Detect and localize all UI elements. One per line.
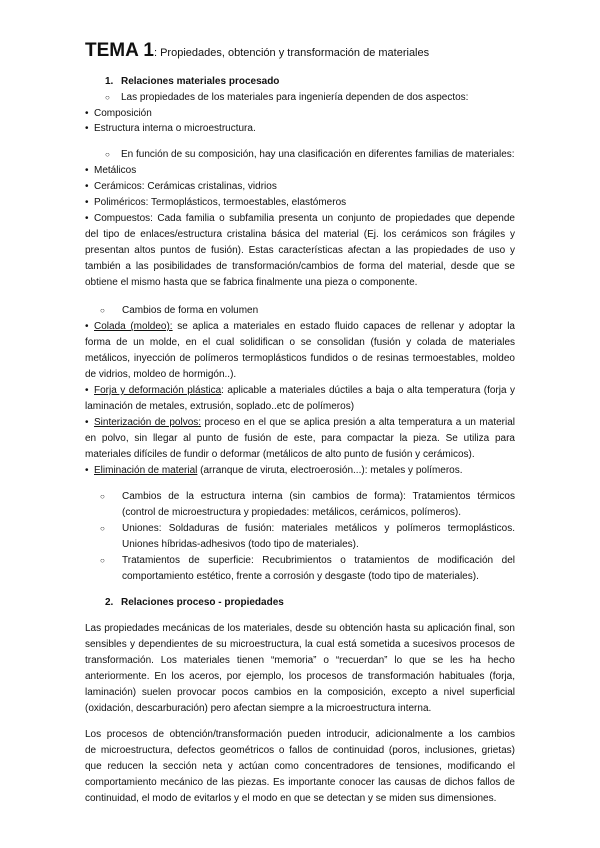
sinterizacion-line: en polvo, sin llegar al punto de fusión de este, para compactar la pieza. Se utiliza para — [85, 433, 515, 444]
estructura-line: (control de microestructura y propiedades: metálicos, cerámicos, polímeros). — [122, 507, 462, 518]
title-subtitle: : Propiedades, obtención y transformación de materiales — [153, 47, 430, 59]
compuestos-line: obtiene el mismo hasta que se fabrica finalmente una pieza o componente. — [85, 277, 418, 288]
colada-line: forma de un molde, en el cual solidifican o se consolidan (fusión y colada de materiales — [85, 337, 515, 348]
s2-p1-line: anteriormente. En los aceros, por ejemplo, los procesos de transformación habituales (forja, — [85, 671, 515, 682]
compuestos-line: presentan altos puntos de fusión). Estas características afectan a las propiedades de uso y — [85, 245, 515, 256]
colada-term: Colada (moldeo): — [94, 321, 173, 332]
s2-p2-line: que reducen la sección neta y actúan como concentradores de tensiones, modificando el — [85, 761, 515, 772]
s2-p2-line: continuidad, el modo de evitarlos y el modo en que se detectan y se miden sus dimensiones. — [85, 793, 497, 804]
s2-p1-line: transformación. Los materiales tienen “memoria” o “recuerdan” lo que se les ha hecho — [85, 655, 515, 666]
superficie-line: ○ Tratamientos de superficie: Recubrimientos o tratamientos de modificación del — [100, 555, 515, 566]
s2-p1-line: laminación) suelen provocar pocos cambios en la composición, excepto a nivel superficial — [85, 687, 515, 698]
title-main: TEMA 1 — [85, 40, 154, 61]
s1-intro: ○ Las propiedades de los materiales para ingeniería dependen de dos aspectos: — [105, 92, 469, 103]
families-intro: ○ En función de su composición, hay una clasificación en diferentes familias de materiales: — [105, 149, 515, 160]
section-1-heading: 1. Relaciones materiales procesado — [105, 76, 280, 87]
forja-term: Forja y deformación plástica — [94, 385, 222, 396]
s2-p1-line: Las propiedades mecánicas de los materiales, desde su obtención hasta su aplicación final, son — [85, 623, 515, 634]
aspect-item: • Composición — [85, 108, 152, 119]
section-2-heading: 2. Relaciones proceso - propiedades — [105, 597, 284, 608]
eliminacion-term: Eliminación de material — [94, 465, 198, 476]
sinterizacion-line: • Sinterización de polvos: proceso en el que se aplica presión a alta temperatura a un material — [85, 417, 516, 428]
colada-line: metálicos, inyección de polímeros termoplásticos fundidos o de resinas termoestables, moldeo — [85, 353, 515, 364]
colada-line: • Colada (moldeo): se aplica a materiales en estado fluido capaces de rellenar y adoptar la — [85, 321, 515, 332]
forja-line: laminación de metales, extrusión, soplado..etc de polímeros) — [85, 401, 355, 412]
s2-p2-line: de microestructura, defectos geométricos o fallos de continuidad (poros, inclusiones, grietas) — [85, 745, 515, 756]
s2-p1-line: sensibles y dependientes de su microestructura, la cual está sometida a sucesivos procesos de — [85, 639, 515, 650]
forma-heading: ○ Cambios de forma en volumen — [100, 305, 259, 316]
aspect-item: • Estructura interna o microestructura. — [85, 123, 256, 134]
s2-p2-line: Los procesos de obtención/transformación pueden introducir, adicionalmente a los cambios — [85, 729, 515, 740]
uniones-line: Uniones híbridas-adhesivos (todo tipo de materiales). — [122, 539, 359, 550]
estructura-line: ○ Cambios de la estructura interna (sin cambios de forma): Tratamientos térmicos — [100, 491, 515, 502]
family-item: • Cerámicos: Cerámicas cristalinas, vidrios — [85, 181, 277, 192]
compuestos-line: • Compuestos: Cada familia o subfamilia presenta un conjunto de propiedades que depende — [85, 213, 515, 224]
compuestos-line: también a las posibilidades de transformación/cambios de forma del material, desde que se — [85, 261, 515, 272]
family-item: • Poliméricos: Termoplásticos, termoestables, elastómeros — [85, 197, 347, 208]
uniones-line: ○ Uniones: Soldaduras de fusión: materiales metálicos y polímeros termoplásticos. — [100, 523, 515, 534]
colada-line: de vidrios, moldeo de hormigón..). — [85, 369, 237, 380]
forja-line: • Forja y deformación plástica: aplicable a materiales dúctiles a baja o alta temperatura (forja y — [85, 385, 515, 396]
sinterizacion-term: Sinterización de polvos: — [94, 417, 202, 428]
eliminacion-line: • Eliminación de material (arranque de viruta, electroerosión...): metales y polímeros. — [85, 465, 463, 476]
superficie-line: comportamiento estético, frente a corrosión y desgaste (todo tipo de materiales). — [122, 571, 479, 582]
page-title — [85, 40, 429, 64]
s2-p2-line: comportamiento mecánico de las piezas. Es importante conocer las causas de dichos fallos de — [85, 777, 515, 788]
sinterizacion-line: materiales difíciles de fundir o deformar (metálicos de alto punto de fusión y cerámicos). — [85, 449, 475, 460]
compuestos-line: del tipo de enlaces/estructura cristalina básica del material (Ej. los cerámicos son frágiles y — [85, 229, 515, 240]
family-item: • Metálicos — [85, 165, 137, 176]
s2-p1-line: (oxidación, descarburación) pero afectan siempre a la microestructura interna. — [85, 703, 432, 714]
